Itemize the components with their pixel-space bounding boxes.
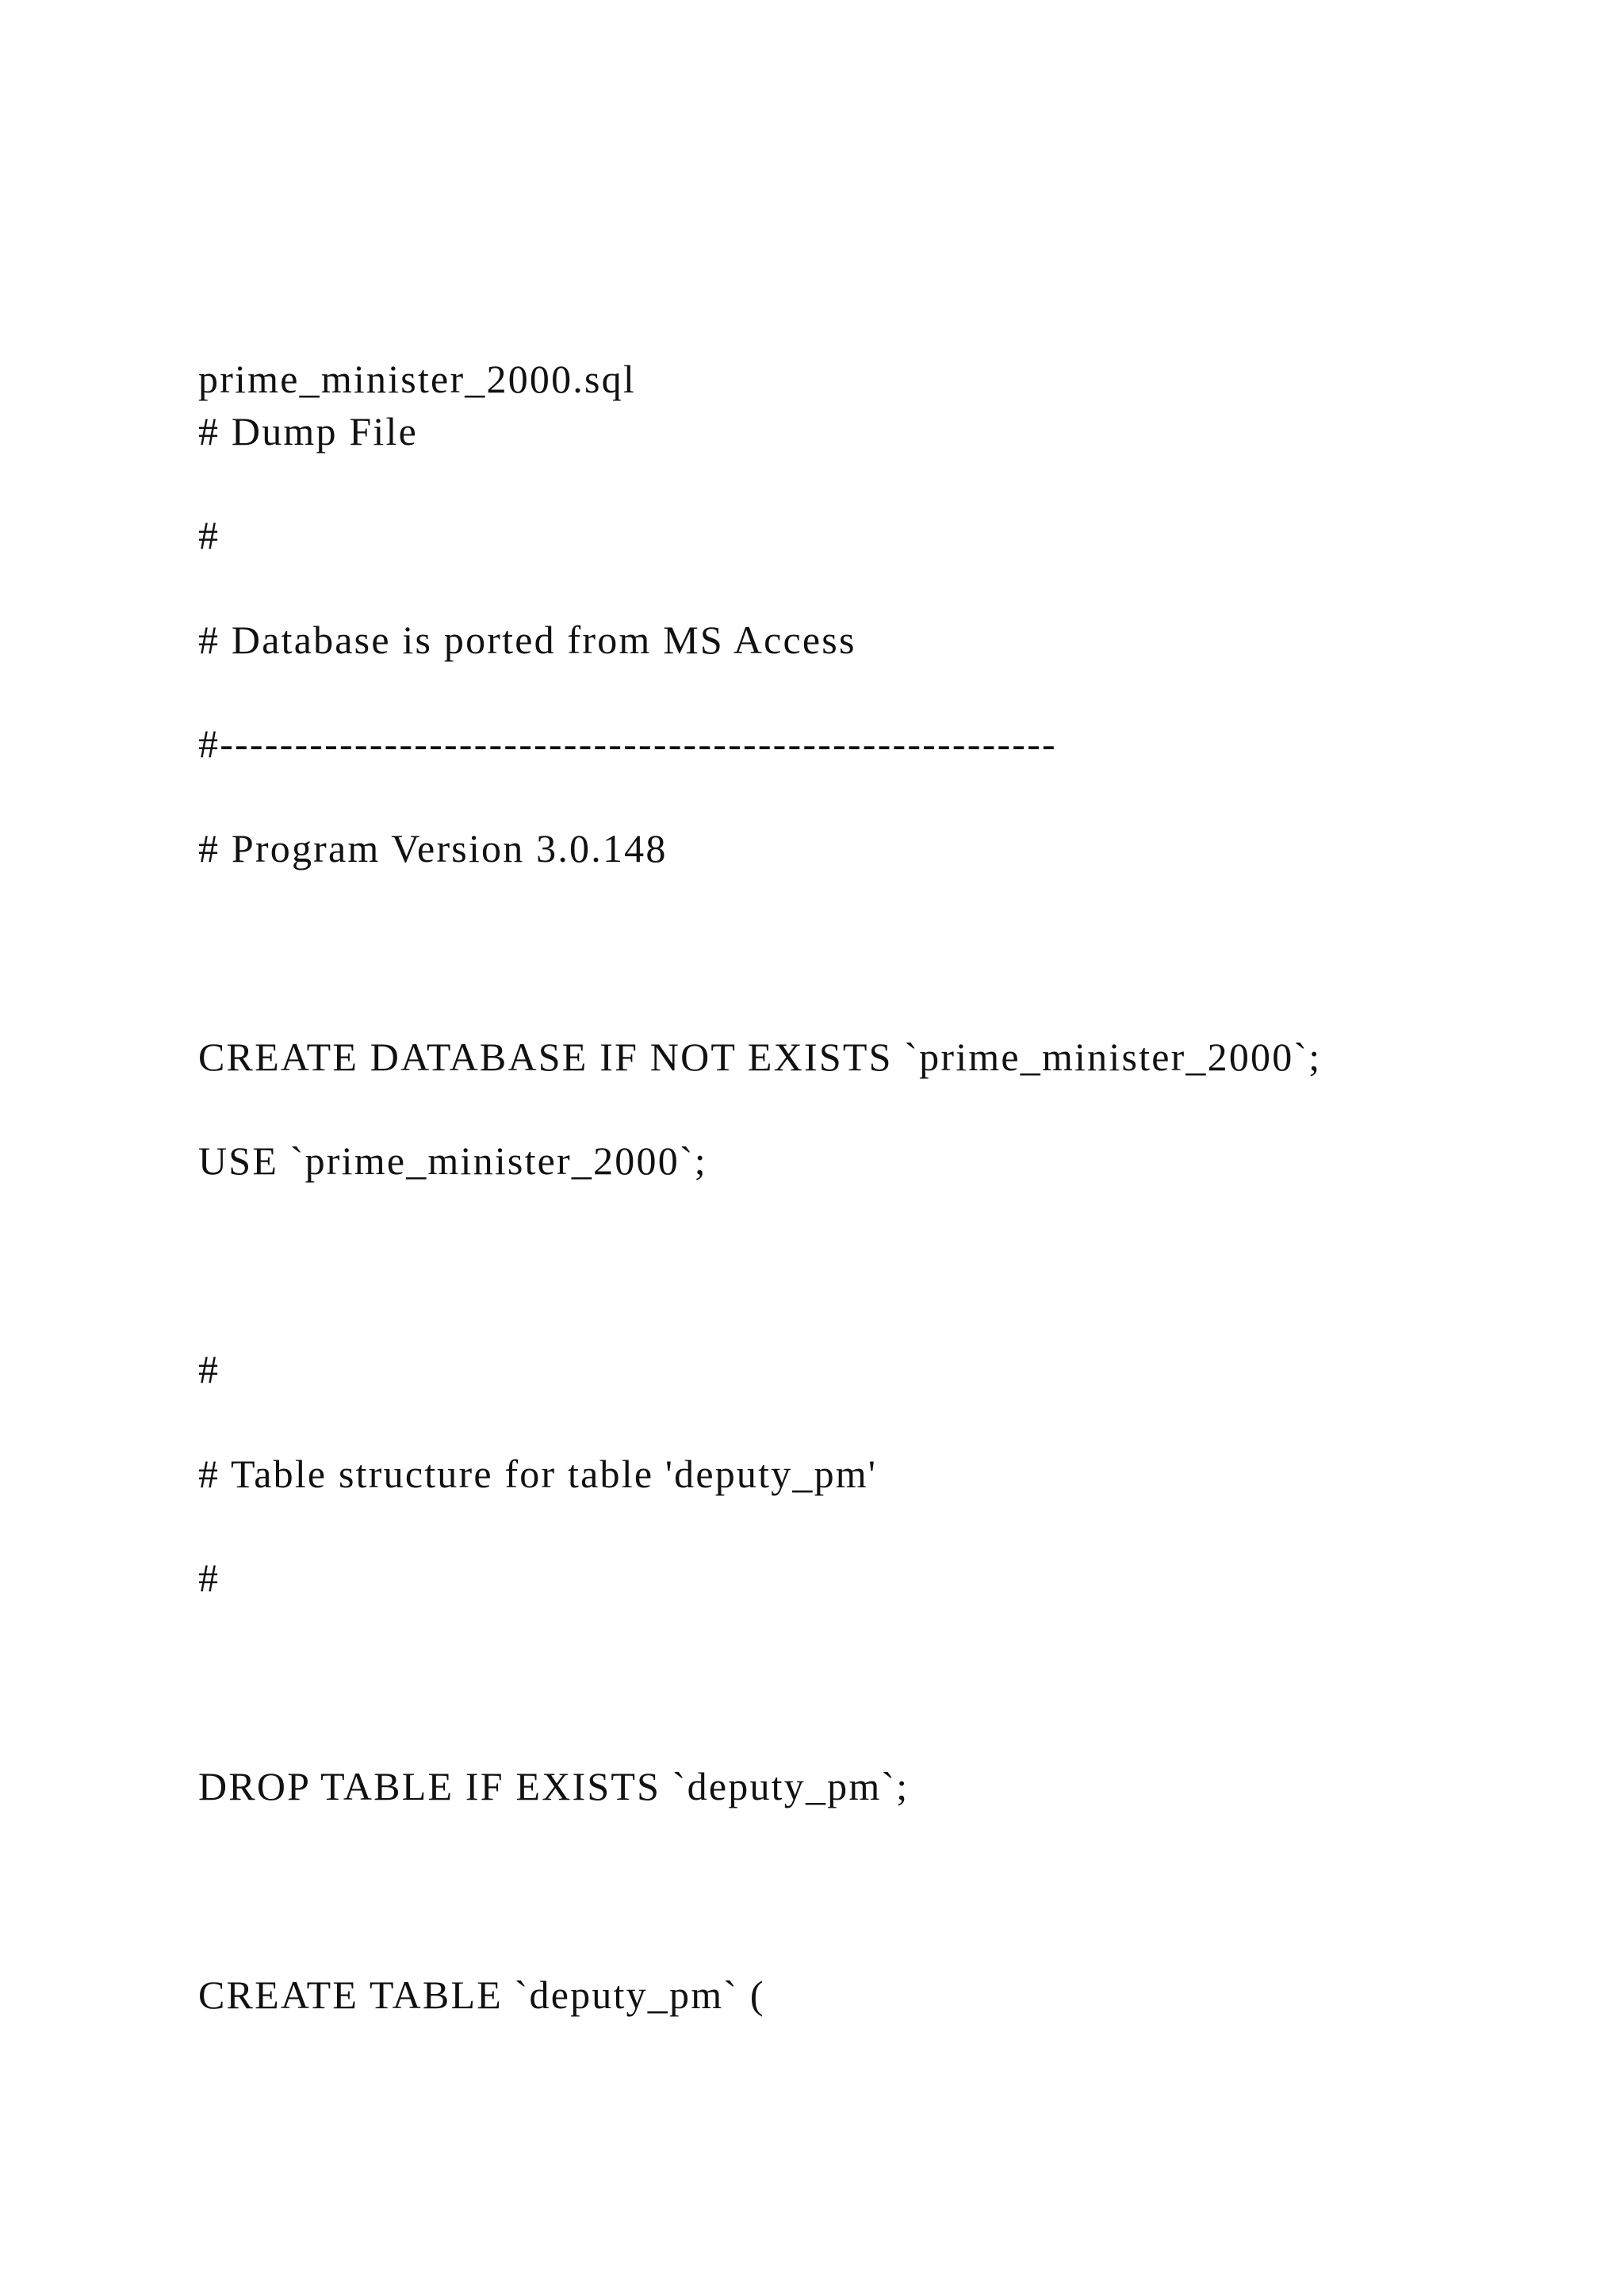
comment-blank: # [198, 1347, 220, 1391]
comment-dump-file: # Dump File [198, 409, 418, 453]
comment-table-structure: # Table structure for table 'deputy_pm' [198, 1452, 878, 1496]
sql-create-database: CREATE DATABASE IF NOT EXISTS `prime_minister_2000`; [198, 1035, 1322, 1079]
sql-drop-table: DROP TABLE IF EXISTS `deputy_pm`; [198, 1764, 910, 1808]
sql-use-database: USE `prime_minister_2000`; [198, 1138, 707, 1183]
comment-ported: # Database is ported from MS Access [198, 618, 856, 662]
file-name: prime_minister_2000.sql [198, 357, 636, 401]
comment-version: # Program Version 3.0.148 [198, 826, 668, 871]
comment-blank: # [198, 1556, 220, 1600]
comment-separator: #-------------------------------------------------------- [198, 721, 1057, 766]
sql-create-table: CREATE TABLE `deputy_pm` ( [198, 1973, 765, 2017]
comment-blank: # [198, 513, 220, 557]
